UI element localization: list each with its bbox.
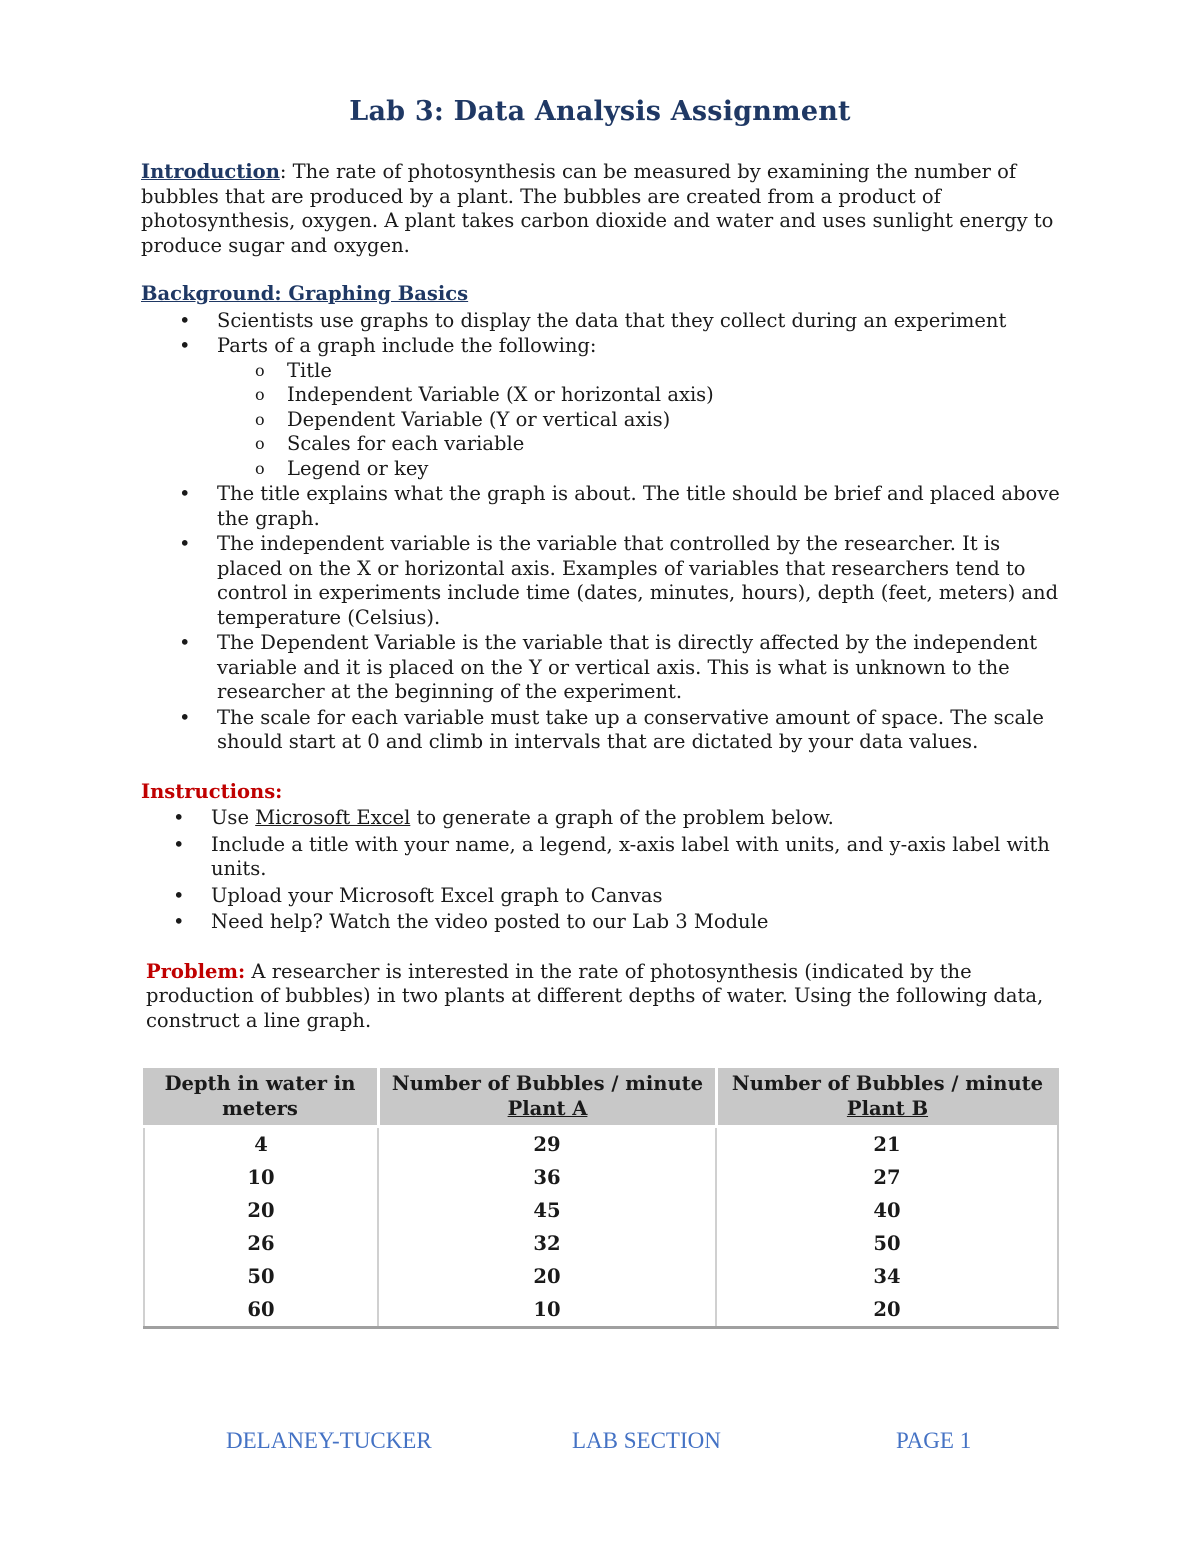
header-line: Number of Bubbles / minute bbox=[391, 1072, 704, 1095]
table-row bbox=[143, 1194, 1057, 1227]
header-line: Plant B bbox=[846, 1097, 929, 1120]
header-line: Number of Bubbles / minute bbox=[731, 1072, 1044, 1095]
header-line: Depth in water in bbox=[164, 1072, 356, 1095]
list-item: • Need help? Watch the video posted to our Lab 3 Module bbox=[141, 910, 1066, 935]
graph-parts-list bbox=[217, 359, 1066, 482]
list-item: • Include a title with your name, a legend, x-axis label with units, and y-axis label with units. bbox=[141, 833, 1066, 882]
table-cell: 27 bbox=[715, 1161, 1057, 1194]
table-cell: 50 bbox=[715, 1227, 1057, 1260]
table-cell: 60 bbox=[143, 1293, 377, 1326]
table-cell: 20 bbox=[143, 1194, 377, 1227]
problem-paragraph bbox=[141, 960, 1066, 1034]
table-row bbox=[143, 1293, 1057, 1326]
table-cell: 21 bbox=[715, 1128, 1057, 1161]
header-line: Plant A bbox=[507, 1097, 588, 1120]
table-row bbox=[143, 1161, 1057, 1194]
header-plant-b bbox=[715, 1068, 1057, 1128]
table-cell: 34 bbox=[715, 1260, 1057, 1293]
footer-page-number: PAGE 1 bbox=[896, 1428, 972, 1453]
table-cell: 20 bbox=[715, 1293, 1057, 1326]
sub-list-item: o Dependent Variable (Y or vertical axis) bbox=[217, 408, 1066, 433]
list-item: • The title explains what the graph is about. The title should be brief and placed above the graph. bbox=[141, 482, 1066, 531]
list-item: • Upload your Microsoft Excel graph to Canvas bbox=[141, 884, 1066, 909]
problem-text: A researcher is interested in the rate of photosynthesis (indicated by the production of bubbles) in two plants at different depths of water. Using the following data, construct a line graph. bbox=[146, 959, 1044, 1032]
header-line: meters bbox=[222, 1097, 298, 1120]
sub-list-item: o Title bbox=[217, 359, 1066, 384]
list-item: • The independent variable is the variable that controlled by the researcher. It is placed on the X or horizontal axis. Examples of variables that researchers tend to control in experiments include time (dates, minutes, hours), depth (feet, meters) and temperature (Celsius). bbox=[141, 532, 1066, 630]
table-row bbox=[143, 1227, 1057, 1260]
problem-label: Problem: bbox=[146, 959, 246, 983]
list-item bbox=[141, 334, 1066, 481]
footer-author: DELANEY-TUCKER bbox=[226, 1428, 432, 1453]
sub-list-item: o Scales for each variable bbox=[217, 432, 1066, 457]
sub-list-item: o Legend or key bbox=[217, 457, 1066, 482]
introduction-label: Introduction bbox=[141, 160, 280, 183]
introduction-paragraph bbox=[141, 160, 1066, 258]
table-cell: 26 bbox=[143, 1227, 377, 1260]
table-cell: 10 bbox=[143, 1161, 377, 1194]
table-cell: 45 bbox=[377, 1194, 715, 1227]
background-heading: Background: Graphing Basics bbox=[141, 282, 469, 305]
instruction-text: to generate a graph of the problem below. bbox=[410, 806, 834, 829]
microsoft-excel-link[interactable]: Microsoft Excel bbox=[255, 806, 411, 829]
page-title: Lab 3: Data Analysis Assignment bbox=[349, 96, 851, 127]
table-cell: 20 bbox=[377, 1260, 715, 1293]
header-plant-a bbox=[377, 1068, 715, 1128]
instruction-text: Use bbox=[211, 806, 256, 829]
list-item: • Scientists use graphs to display the data that they collect during an experiment bbox=[141, 309, 1066, 334]
table-header-row bbox=[143, 1068, 1057, 1128]
table-cell: 29 bbox=[377, 1128, 715, 1161]
list-item bbox=[141, 806, 1066, 831]
table-cell: 32 bbox=[377, 1227, 715, 1260]
instructions-heading: Instructions: bbox=[141, 779, 283, 803]
sub-list-item: o Independent Variable (X or horizontal axis) bbox=[217, 383, 1066, 408]
table-row bbox=[143, 1128, 1057, 1161]
introduction-text: : The rate of photosynthesis can be measured by examining the number of bubbles that are produced by a plant. The bubbles are created from a product of photosynthesis, oxygen. A plant takes carbon dioxide and water and uses sunlight energy to produce sugar and oxygen. bbox=[141, 160, 1054, 257]
instructions-list bbox=[141, 806, 1066, 935]
footer-lab-section: LAB SECTION bbox=[572, 1428, 721, 1453]
table-cell: 50 bbox=[143, 1260, 377, 1293]
background-list bbox=[141, 309, 1066, 755]
header-depth bbox=[143, 1068, 377, 1128]
list-item: • The Dependent Variable is the variable that is directly affected by the independent variable and it is placed on the Y or vertical axis. This is what is unknown to the researcher at the beginning of the experiment. bbox=[141, 631, 1066, 705]
table-cell: 4 bbox=[143, 1128, 377, 1161]
table-cell: 36 bbox=[377, 1161, 715, 1194]
list-item-text: Parts of a graph include the following: bbox=[217, 334, 597, 357]
data-table bbox=[143, 1068, 1059, 1329]
table-cell: 10 bbox=[377, 1293, 715, 1326]
table-row bbox=[143, 1260, 1057, 1293]
document-body bbox=[141, 160, 1066, 1033]
table-cell: 40 bbox=[715, 1194, 1057, 1227]
list-item: • The scale for each variable must take up a conservative amount of space. The scale should start at 0 and climb in intervals that are dictated by your data values. bbox=[141, 706, 1066, 755]
